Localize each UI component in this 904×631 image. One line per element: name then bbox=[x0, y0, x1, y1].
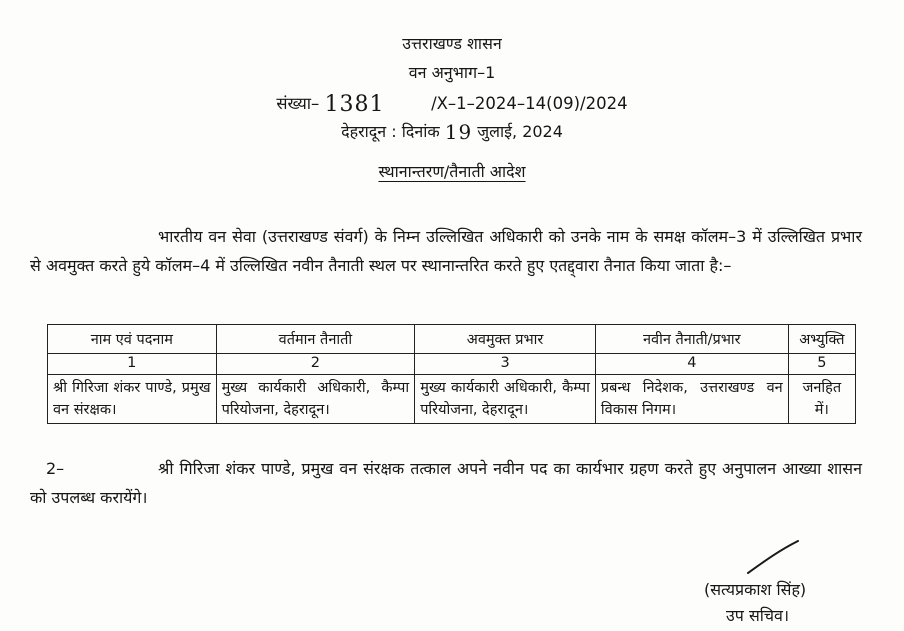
place-date-prefix: देहरादून : दिनांक bbox=[341, 122, 440, 141]
handwritten-day: 19 bbox=[444, 120, 473, 144]
column-number: 3 bbox=[415, 354, 596, 375]
column-number: 1 bbox=[48, 354, 217, 375]
table-row bbox=[48, 375, 856, 424]
header-name-designation: नाम एवं पदनाम bbox=[48, 325, 217, 354]
table-header-row bbox=[48, 325, 856, 354]
cell-current-posting: मुख्य कार्यकारी अधिकारी, कैम्पा परियोजना, देहरादून। bbox=[216, 375, 415, 424]
header-current-posting: वर्तमान तैनाती bbox=[216, 325, 415, 354]
column-number: 2 bbox=[216, 354, 415, 375]
column-number: 4 bbox=[595, 354, 788, 375]
signatory-designation: उप सचिव। bbox=[726, 606, 790, 625]
section-name: वन अनुभाग–1 bbox=[408, 63, 496, 82]
signatory-name: (सत्यप्रकाश सिंह) bbox=[704, 580, 807, 599]
government-title: उत्तराखण्ड शासन bbox=[402, 34, 502, 53]
header-remarks: अभ्युक्ति bbox=[788, 325, 855, 354]
cell-relieved-charge: मुख्य कार्यकारी अधिकारी, कैम्पा परियोजना, देहरादून। bbox=[415, 375, 596, 424]
reference-number: /X–1–2024–14(09)/2024 bbox=[431, 94, 628, 113]
handwritten-number: 1381 bbox=[324, 92, 385, 117]
transfer-table bbox=[47, 324, 856, 424]
column-number: 5 bbox=[788, 354, 855, 375]
cell-new-posting: प्रबन्ध निदेशक, उत्तराखण्ड वन विकास निगम। bbox=[595, 375, 788, 424]
header-relieved-charge: अवमुक्त प्रभार bbox=[415, 325, 596, 354]
date-rest: जुलाई, 2024 bbox=[477, 122, 563, 141]
paragraph-1: भारतीय वन सेवा (उत्तराखण्ड संवर्ग) के निम्न उल्लिखित अधिकारी को उनके नाम के समक्ष कॉलम–3 में उल्लिखित प्रभार से अवमुक्त करते हुये कॉलम–4 में उल्लिखित नवीन तैनाती स्थल पर स्थानान्तरित करते हुए एतद्द्वारा तैनात किया जाता है:– bbox=[30, 227, 862, 275]
paragraph-2 bbox=[30, 454, 862, 512]
cell-remarks: जनहित में। bbox=[788, 375, 855, 424]
paragraph-2-text: श्री गिरिजा शंकर पाण्डे, प्रमुख वन संरक्षक तत्काल अपने नवीन पद का कार्यभार ग्रहण करते हुए अनुपालन आख्या शासन को उपलब्ध करायेंगे। bbox=[30, 459, 862, 507]
cell-name-designation: श्री गिरिजा शंकर पाण्डे, प्रमुख वन संरक्षक। bbox=[48, 375, 217, 424]
table-number-row bbox=[48, 354, 856, 375]
header-new-posting: नवीन तैनाती/प्रभार bbox=[595, 325, 788, 354]
order-title bbox=[0, 160, 904, 182]
number-label: संख्या– bbox=[276, 94, 320, 113]
signature-mark bbox=[744, 539, 804, 577]
place-date-line bbox=[0, 118, 904, 142]
reference-line bbox=[0, 90, 904, 115]
paragraph-2-number: 2– bbox=[46, 459, 65, 478]
order-title-text: स्थानान्तरण/तैनाती आदेश bbox=[378, 162, 526, 181]
